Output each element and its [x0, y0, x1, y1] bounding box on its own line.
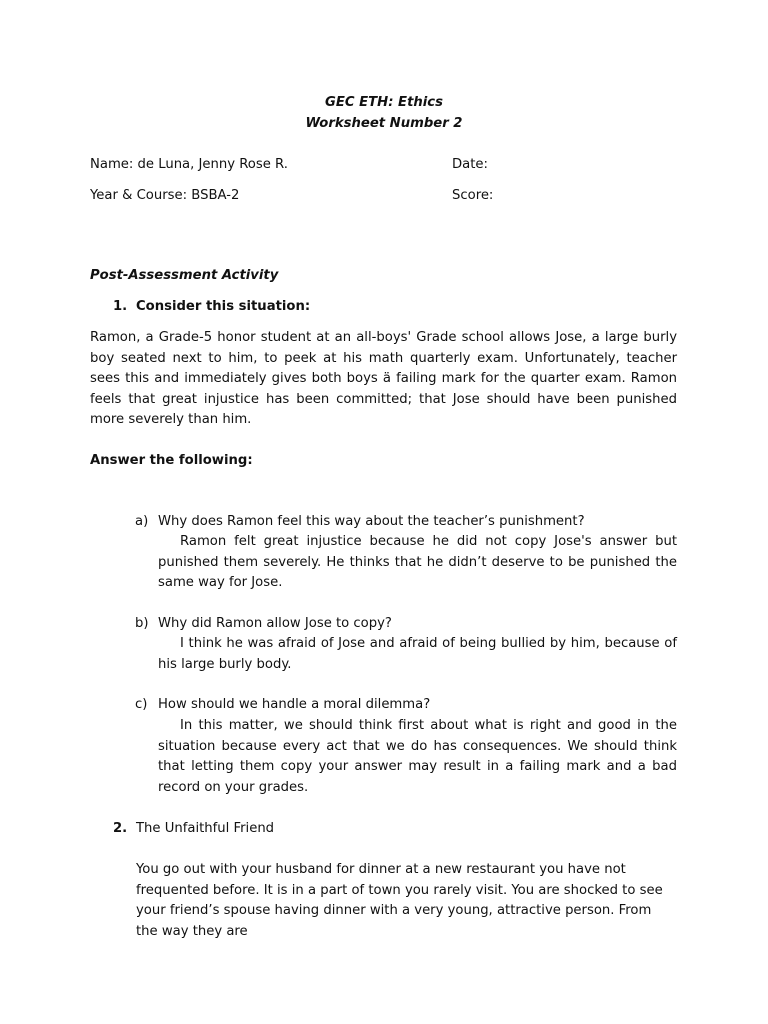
question-a-letter: a)	[135, 514, 149, 529]
course-title: GEC ETH: Ethics	[325, 95, 443, 110]
item2-heading: The Unfaithful Friend	[136, 821, 275, 836]
answer-b: I think he was afraid of Jose and afraid of being bullied by him, because of his large burly body.	[158, 636, 677, 672]
question-c-letter: c)	[135, 697, 148, 712]
question-b-letter: b)	[135, 616, 149, 631]
answer-a: Ramon felt great injustice because he did not copy Jose's answer but punished them severely. He thinks that he didn’t deserve to be punished the same way for Jose.	[158, 534, 677, 591]
question-c: How should we handle a moral dilemma?	[158, 697, 431, 712]
item2-paragraph: You go out with your husband for dinner at a new restaurant you have not frequented before. It is in a part of town you rarely visit. You are shocked to see your friend’s spouse having dinner with a very young, attractive person. From the way they are	[136, 862, 663, 939]
situation-paragraph: Ramon, a Grade-5 honor student at an all-boys' Grade school allows Jose, a large burly boy seated next to him, to peek at his math quarterly exam. Unfortunately, teacher sees this and immediately gives both boys ä failing mark for the quarter exam. Ramon feels that great injustice has been committed; that Jose should have been punished more severely than him.	[90, 330, 677, 428]
item1-number: 1.	[113, 299, 128, 314]
item1-heading: Consider this situation:	[136, 299, 311, 314]
worksheet-title: Worksheet Number 2	[305, 116, 463, 131]
answer-c: In this matter, we should think first about what is right and good in the situation because every act that we do has consequences. We should think that letting them copy your answer may result in a failing mark and a bad record on your grades.	[158, 718, 677, 795]
question-a: Why does Ramon feel this way about the teacher’s punishment?	[158, 514, 585, 529]
question-b: Why did Ramon allow Jose to copy?	[158, 616, 392, 631]
score-line: Score:	[452, 188, 494, 203]
date-line: Date:	[452, 157, 488, 172]
year-course-line: Year & Course: BSBA-2	[90, 188, 240, 203]
answer-instruction: Answer the following:	[90, 453, 253, 468]
section-title: Post-Assessment Activity	[90, 268, 279, 283]
name-line: Name: de Luna, Jenny Rose R.	[90, 157, 288, 172]
item2-number: 2.	[113, 821, 128, 836]
